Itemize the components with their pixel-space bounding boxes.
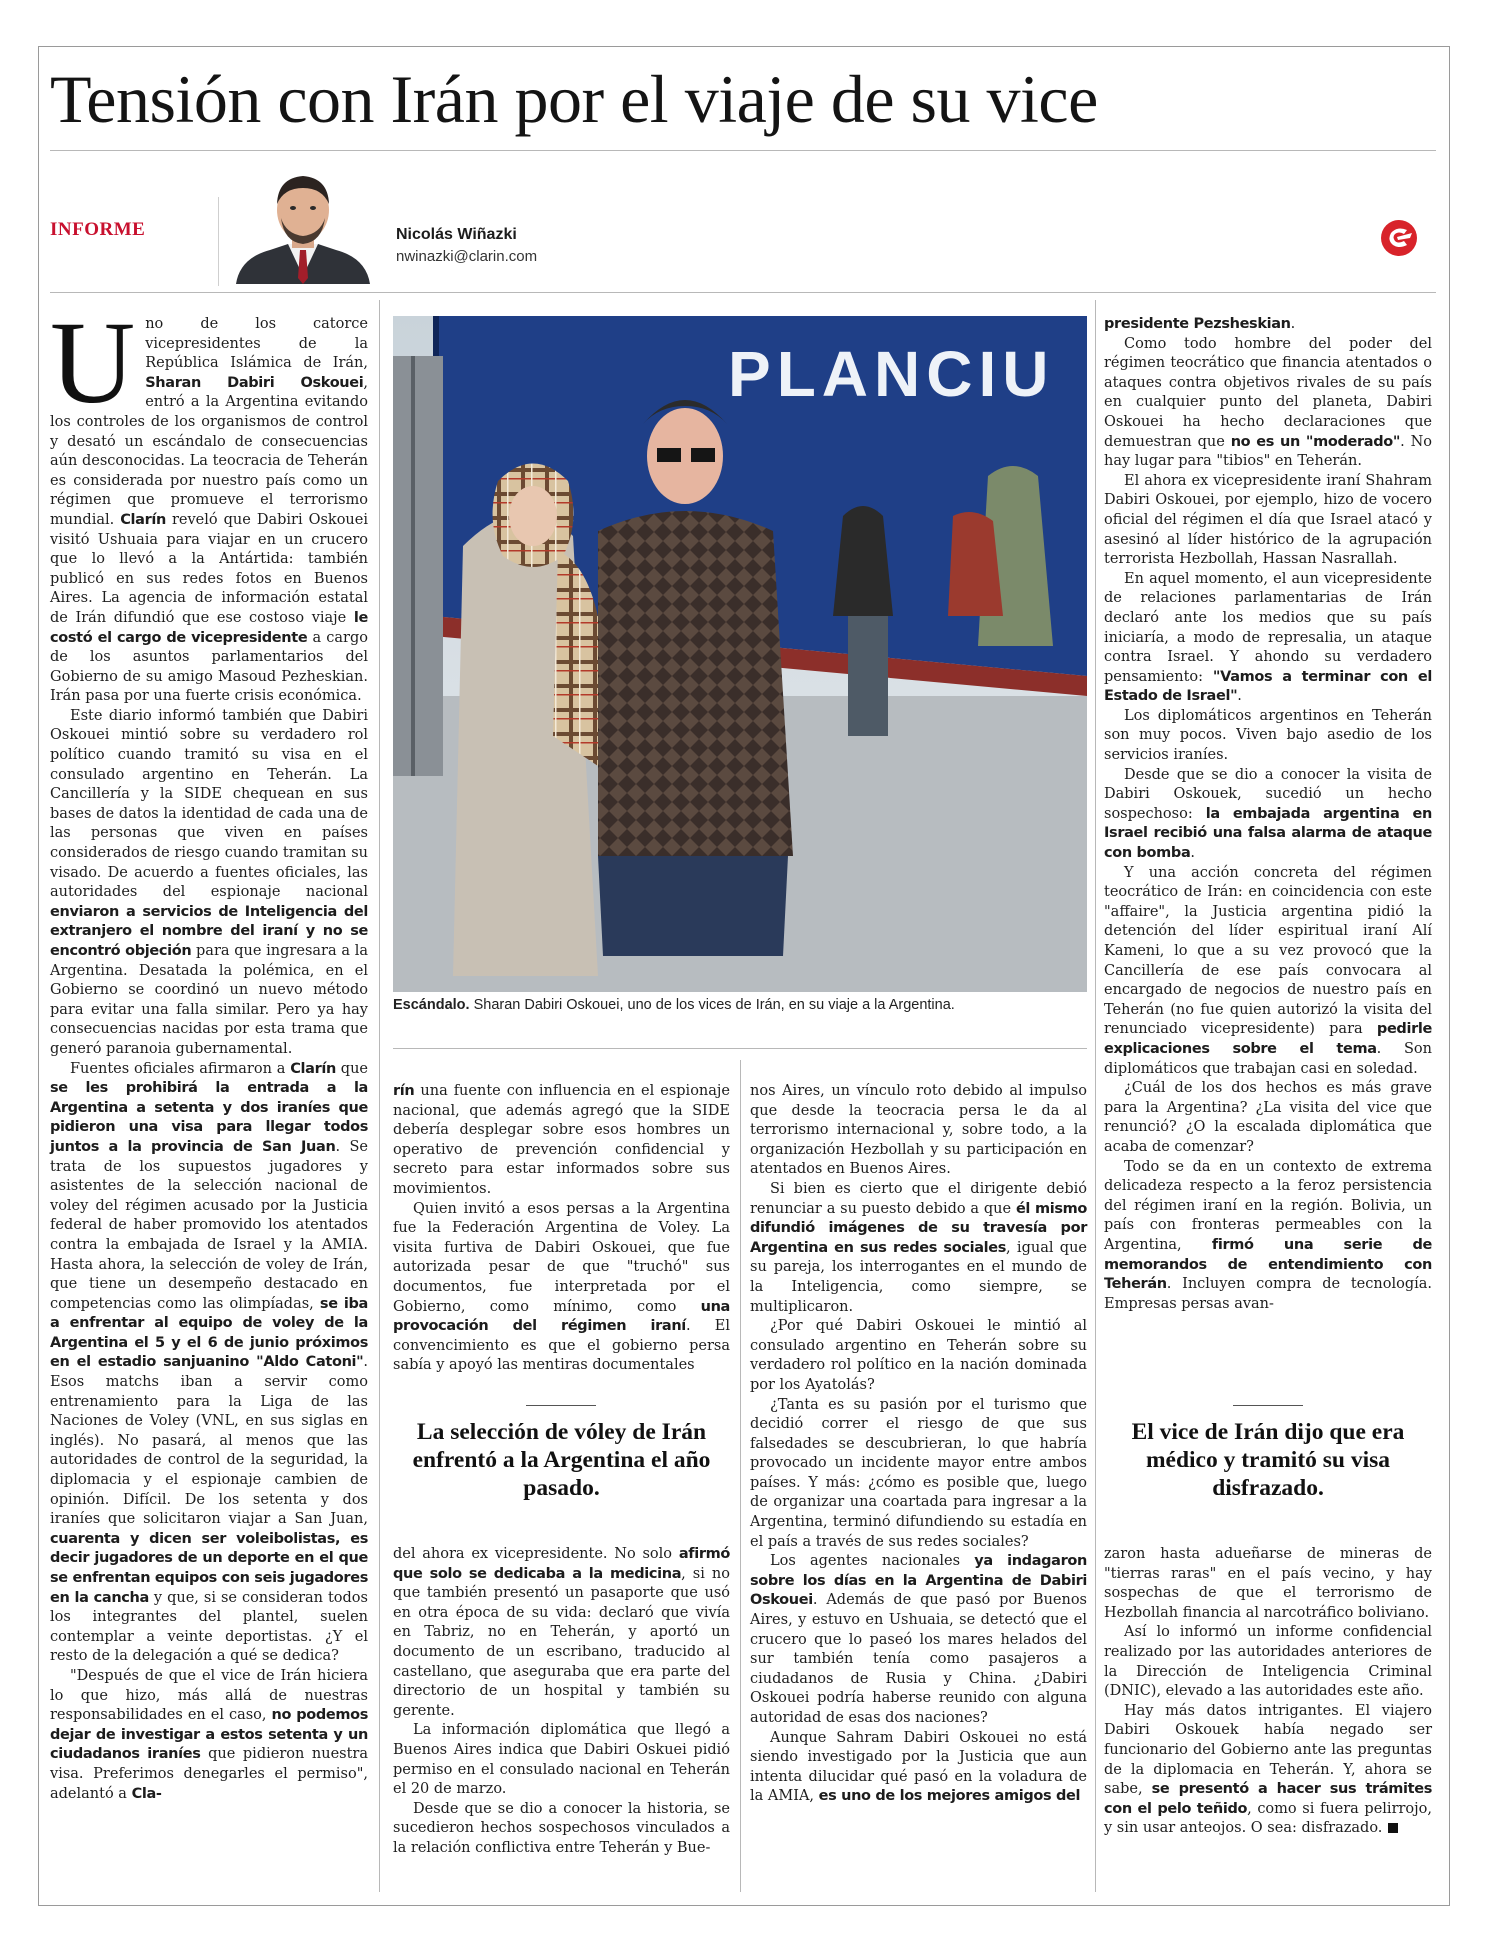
text: . Además de que pasó por Buenos Aires, y estuvo en Ushuaia, se detectó que el crucero que lo paseó los mares helados del sur también tenía como pasajeros a ciudadanos de Rusia y China. ¿Dabiri Oskouei podría haberse reunido con alguna autoridad de esas dos naciones? [750, 1592, 1087, 1726]
article-column-4-lower [1104, 1545, 1432, 1839]
text: del ahora ex vicepresidente. No solo [393, 1546, 679, 1562]
highlight: es uno de los mejores amigos del [818, 1788, 1081, 1805]
text: Desde que se dio a conocer la visita de Dabiri Oskouek, sucedió un hecho sospechoso: [1104, 766, 1432, 822]
highlight: Clarín [290, 1060, 336, 1077]
highlight: enviaron a servicios de Inteligencia del extranjero el nombre del iraní y no se encontró objeción [50, 903, 368, 959]
article-column-4 [1104, 315, 1432, 1314]
highlight: se iba a enfrentar al equipo de voley de la Argentina el 5 y el 6 de junio próximos en el estadio sanjuanino "Aldo Catoni" [50, 1295, 368, 1371]
text: ¿Tanta es su pasión por el turismo que decidió correr el riesgo de que sus falsedades se descubrieran, lo que habría provocado un incidente mayor entre ambos países. Y más: ¿cómo es posible que, luego de organizar una coartada para ingresar a la Argentina, terminó difundiendo su estadía en el país a través de sus redes sociales? [750, 1396, 1087, 1550]
text: , entró a la Argentina evitando los controles de los organismos de control y desató un escándalo de consecuencias aún desconocidas. La teocracia de Teherán es considerada por nuestro país como un régimen que promueve el terrorismo mundial. [50, 374, 368, 528]
text: , igual que su pareja, los interrogantes en el mundo de la Inteligencia, como siempre, se multiplicaron. [750, 1239, 1087, 1315]
highlight: pedirle explicaciones sobre el tema [1104, 1021, 1432, 1057]
text: . Incluyen compra de tecnología. Empresas persas avan- [1104, 1276, 1432, 1312]
text: Si bien es cierto que el dirigente debió renunciar a su puesto debido a que [750, 1180, 1087, 1217]
pullquote-1: La selección de vóley de Irán enfrentó a la Argentina el año pasado. [412, 1419, 711, 1501]
pullquote-rule [526, 1405, 596, 1406]
article-column-3 [750, 1082, 1087, 1807]
text: y que, si se consideran todos los integrantes del plantel, suelen contemplar a veinte deportistas. ¿Y el resto de la delegación a qué se dedica? [50, 1589, 368, 1665]
text: Los agentes nacionales [770, 1553, 975, 1570]
text: . El convencimiento es que el gobierno persa sabía y apoyó las mentiras documentales [393, 1318, 730, 1374]
text: Este diario informó también que Dabiri Oskouei mintió sobre su verdadero rol político cuando tramitó su visa en el consulado argentino en Teherán. La Cancillería y la SIDE chequean en sus bases de datos la identidad de cada una de las personas que viven en países considerados de riesgo cuando tramitan su visado. De acuerdo a fuentes oficiales, las autoridades del espionaje nacional [50, 707, 368, 901]
highlight: rín [393, 1083, 415, 1099]
text: Hay más datos intrigantes. El viajero Dabiri Oskouek había negado ser funcionario del Gobierno ante las preguntas de la diplomacia en Teherán. Y, ahora se sabe, [1104, 1702, 1432, 1798]
text: En aquel momento, el aun vicepresidente de relaciones parlamentarias de Irán declaró ante los medios que su país iniciaría, a modo de represalia, un ataque contra Israel. Y ahondo su verdadero pensamiento: [1104, 570, 1432, 685]
caption-lead: Escándalo. [393, 997, 470, 1013]
highlight: le costó el cargo de vicepresidente [50, 609, 368, 646]
author-name: Nicolás Wiñazki [396, 226, 517, 243]
article-column-2 [393, 1082, 730, 1376]
text: El ahora ex vicepresidente iraní Shahram Dabiri Oskouei, por ejemplo, hizo de vocero oficial del régimen el día que Israel atacó y asesinó al líder histórico de la agrupación terrorista Hezbollah, Hassan Nasrallah. [1104, 472, 1432, 568]
highlight: una provocación del régimen iraní [393, 1298, 730, 1335]
column-separator-2 [1095, 300, 1096, 1892]
highlight: Cla- [131, 1785, 162, 1802]
highlight: ya indagaron sobre los días en la Argentina de Dabiri Oskouei [750, 1553, 1087, 1609]
headline: Tensión con Irán por el viaje de su vice [50, 61, 1098, 137]
text: Como todo hombre del poder del régimen teocrático que financia atentados o ataques contra objetivos rivales de su país en cualquier punto del planeta, Dabiri Oskouei ha hecho declaraciones que demuestran que [1104, 335, 1432, 450]
highlight: "Vamos a terminar con el Estado de Israel" [1104, 668, 1432, 705]
text: Y una acción concreta del régimen teocrático de Irán: en coincidencia con este "affaire", la Justicia argentina pidió la detención del líder espiritual iraní Alí Kameni, lo que a su vez provocó que la Cancillería de ese país convocara al encargado de negocios de nuestro país en Teherán (no fue quien autorizó la visita del renunciado vicepresidente) para [1104, 864, 1432, 1038]
body-top-divider [50, 292, 1436, 293]
highlight: cuarenta y dicen ser voleibolistas, es decir jugadores de un deporte en el que se enfrentan equipos con seis jugadores en la cancha [50, 1530, 368, 1606]
highlight: Clarín [120, 511, 166, 528]
ship-name-text: PLANCIU [728, 338, 1055, 410]
text: ¿Cuál de los dos hechos es más grave para la Argentina? ¿La visita del vice que renunció? ¿O la escalada diplomática que acaba de comenzar? [1104, 1080, 1432, 1155]
text: ¿Por qué Dabiri Oskouei le mintió al consulado argentino en Teherán sobre su verdadero rol político en la nación dominada por los Ayatolás? [750, 1318, 1087, 1393]
text: . [1190, 845, 1196, 862]
article-column-1 [50, 297, 369, 1804]
text: . [1237, 688, 1242, 705]
text: que pidieron nuestra visa. Preferimos denegarles el permiso", adelantó a [50, 1746, 369, 1802]
text: "Después de que el vice de Irán hiciera lo que hizo, más allá de nuestras responsabilidades en el caso, [50, 1667, 368, 1724]
pullquote-2: El vice de Irán dijo que era médico y tramitó su visa disfrazado. [1131, 1419, 1405, 1501]
end-of-article-mark [1388, 1823, 1398, 1833]
text: Fuentes oficiales afirmaron a [70, 1060, 291, 1077]
highlight: se les prohibirá la entrada a la Argentina a setenta y dos iraníes que pidieron una visa para llegar todos juntos a la provincia de San Juan [50, 1080, 368, 1155]
photo-bottom-divider [393, 1048, 1087, 1049]
text: Aunque Sahram Dabiri Oskouei no está siendo investigado por la Justicia que aun intenta dilucidar qué pasó en la voladura de la AMIA, [750, 1729, 1087, 1805]
highlight: él mismo difundió imágenes de su travesía por Argentina en sus redes sociales [750, 1200, 1087, 1256]
caption-text: Sharan Dabiri Oskouei, uno de los vices de Irán, en su viaje a la Argentina. [473, 997, 955, 1013]
byline-divider [218, 197, 219, 286]
highlight: la embajada argentina en Israel recibió una falsa alarma de ataque con bomba [1104, 805, 1432, 862]
text: reveló que Dabiri Oskouei visitó Ushuaia para viajar en un crucero que lo llevó a la Antártida: también publicó en sus redes fotos en Buenos Aires. La agencia de información estatal de Irán difundió que ese costoso viaje [50, 511, 368, 626]
column-separator-3 [740, 1060, 741, 1892]
pullquote-rule [1233, 1405, 1303, 1406]
highlight: no podemos dejar de investigar a estos setenta y un ciudadanos iraníes [50, 1707, 368, 1763]
author-email: nwinazki@clarin.com [396, 248, 538, 265]
text: Todo se da en un contexto de extrema delicadeza respecto a la feroz persistencia del régimen iraní en la región. Bolivia, un país con fronteras permeables con la Argentina, [1104, 1158, 1432, 1253]
text: Los diplomáticos argentinos en Teherán son muy pocos. Viven bajo asedio de los servicios iraníes. [1104, 707, 1432, 764]
article-column-2-lower [393, 1545, 730, 1859]
text: , como si fuera pelirrojo, y sin usar anteojos. O sea: disfrazado. [1104, 1800, 1432, 1837]
text: no de los catorce vicepresidentes de la República Islámica de Irán, [145, 316, 368, 372]
text: una fuente con influencia en el espionaje nacional, que además agregó que la SIDE debería desplegar sobre esos hombres un operativo de prevención confidencial y secreto para estar informados sobre sus movimientos. [393, 1083, 730, 1197]
highlight: afirmó que solo se dedicaba a la medicina [393, 1546, 730, 1582]
text: . Se trata de los supuestos jugadores y asistentes de la selección nacional de voley del régimen acusado por la Justicia federal de haber promovido los atentados contra la embajada de Israel y la AMIA. Hasta ahora, la selección de voley de Irán, que tiene un desempeño destacado en competencias como las olimpíadas, [50, 1138, 368, 1312]
text: que [335, 1060, 368, 1077]
photo-caption [393, 997, 1087, 1013]
text: Así lo informó un informe confidencial realizado por las autoridades anteriores de la Dirección de Inteligencia Criminal (DNIC), elevado a las autoridades este año. [1104, 1624, 1432, 1700]
highlight: presidente Pezsheskian [1104, 316, 1291, 332]
article-photo [393, 316, 1087, 992]
text: . Son diplomáticos que trabajan casi en soledad. [1104, 1040, 1432, 1077]
text: a cargo de los asuntos parlamentarios del Gobierno de su amigo Masoud Pezheskian. Irán pasa por una fuerte crisis económica. [50, 629, 368, 705]
text: La información diplomática que llegó a Buenos Aires indica que Dabiri Oskuei pidió permiso en el consulado nacional en Teherán el 20 de marzo. [393, 1722, 730, 1798]
text: . Esos matchs iban a servir como entrenamiento para la Liga de las Naciones de Voley (VNL, en sus siglas en inglés). No pasará, al menos que las autoridades de control de la seguridad, la diplomacia y el espionaje cambien de opinión. Difícil. De los setenta y dos iraníes que solicitaron viajar a San Juan, [50, 1354, 368, 1528]
text: . [1290, 316, 1296, 332]
text: zaron hasta adueñarse de mineras de "tierras raras" en el país vecino, y hay sospechas de que el terrorismo de Hezbollah financia al narcotráfico boliviano. [1104, 1546, 1432, 1621]
text: Quien invitó a esos persas a la Argentina fue la Federación Argentina de Voley. La visita furtiva de Dabiri Oskouei, que fue autorizada pesar de que "truchó" sus documentos, fue interpretada por el Gobierno, como mínimo, como [393, 1200, 730, 1315]
highlight: se presentó a hacer sus trámites con el pelo teñido [1104, 1781, 1433, 1817]
author-portrait [218, 166, 388, 284]
section-label: INFORME [50, 219, 146, 240]
clarin-logo-icon [1380, 219, 1418, 257]
text: , si no que también presentó un pasaporte que usó en otra época de su vida: declaró que vivía en Tabriz, no en Teherán, y aportó un documento de un escribano, traducido al castellano, que aseguraba que era parte del directorio de un hospital y también su gerente. [393, 1565, 730, 1719]
drop-cap: U [50, 297, 136, 428]
highlight: Sharan Dabiri Oskouei [145, 374, 364, 391]
text: nos Aires, un vínculo roto debido al impulso que desde la teocracia persa le da al terrorismo internacional y, sobre todo, a la organización Hezbollah y su participación en atentados en Buenos Aires. [750, 1083, 1087, 1178]
header-divider [50, 150, 1436, 151]
highlight: firmó una serie de memorandos de entendimiento con Teherán [1104, 1236, 1432, 1293]
column-separator-1 [379, 300, 380, 1892]
text: para que ingresara a la Argentina. Desatada la polémica, en el Gobierno se coordinó un nuevo método para evitar una falla similar. Pero ya hay consecuencias nacidas por esta trama que generó paranoia gubernamental. [50, 943, 368, 1057]
text: Desde que se dio a conocer la historia, se sucedieron hechos sospechosos vinculados a la relación conflictiva entre Teherán y Bue- [393, 1800, 730, 1856]
highlight: no es un "moderado" [1230, 433, 1401, 450]
text: . No hay lugar para "tibios" en Teherán. [1104, 433, 1432, 470]
